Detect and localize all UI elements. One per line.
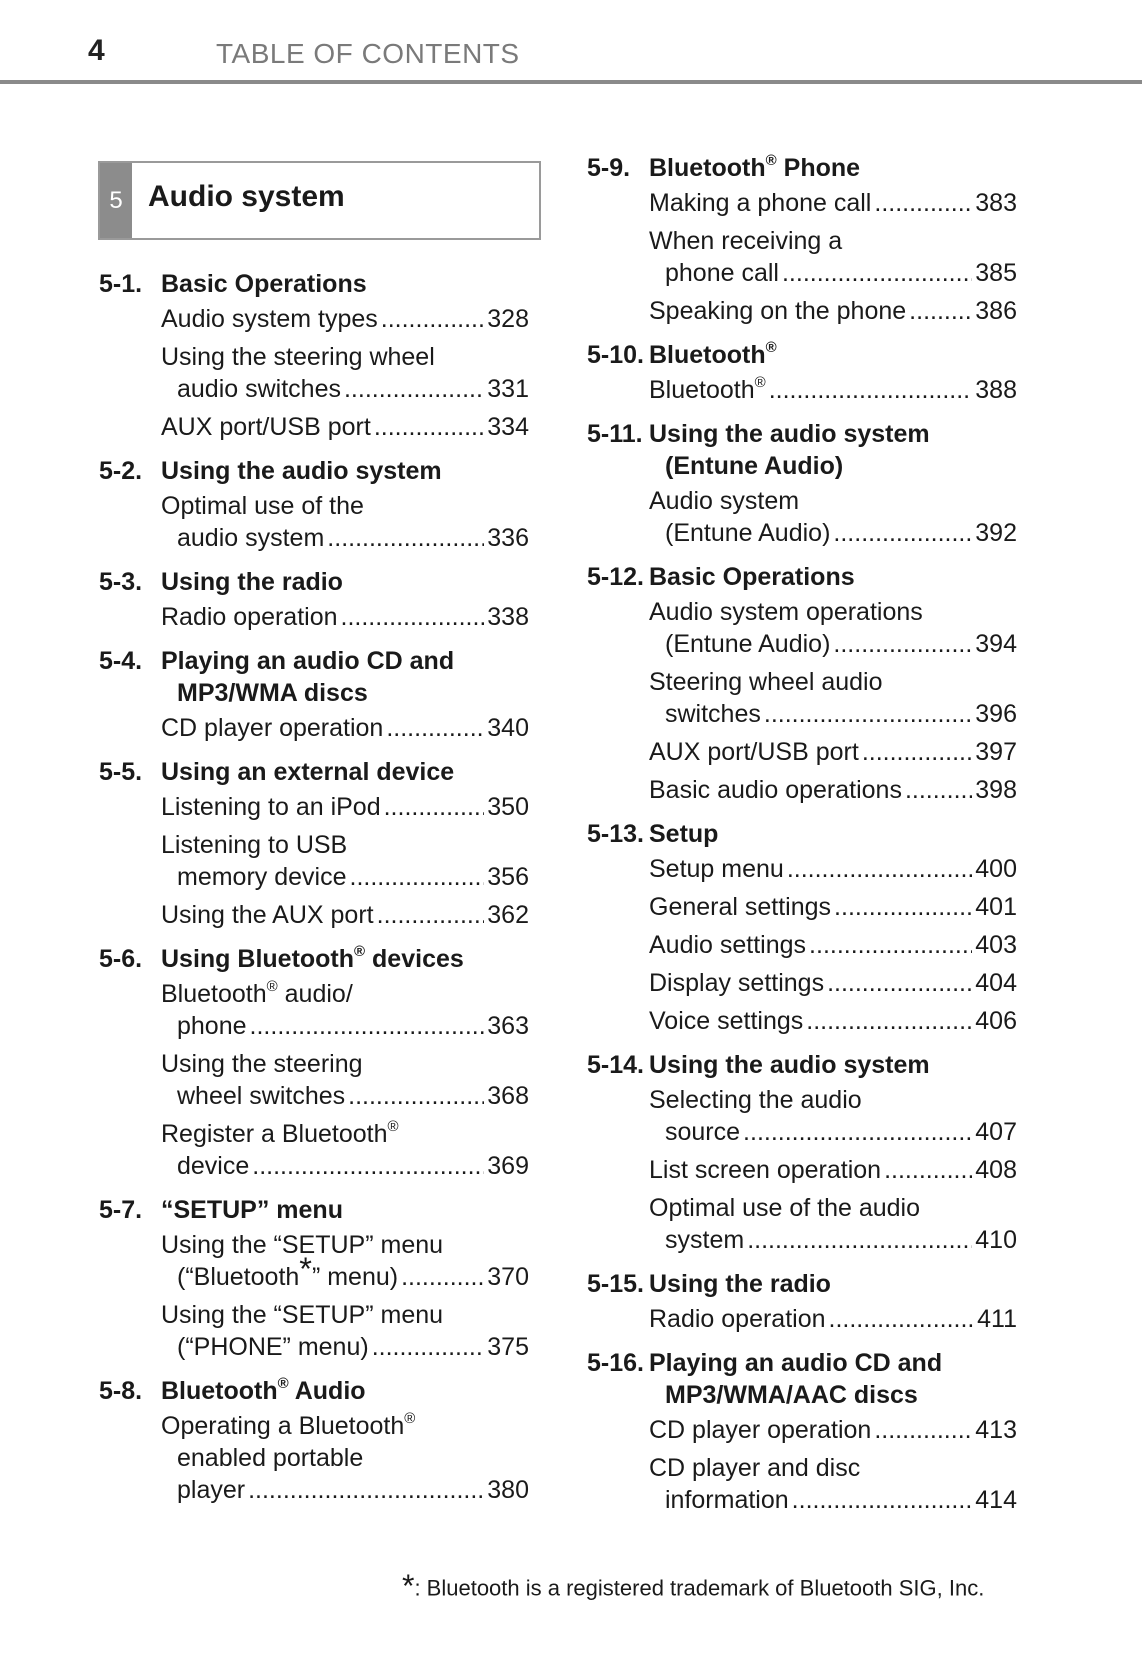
leader-dots: [384, 791, 485, 823]
section-number: 5-9.: [587, 154, 631, 182]
leader-dots: [377, 899, 485, 931]
entry-text: Audio settings: [649, 931, 807, 959]
entry-page-number: 340: [487, 714, 529, 742]
entry-text: Basic audio operations: [649, 776, 902, 804]
page-number: 4: [88, 34, 105, 67]
entry-text: General settings: [649, 893, 832, 921]
entry-text: Speaking on the phone: [649, 297, 907, 325]
entry-text: Selecting the audio: [649, 1086, 862, 1114]
entry-text: switches: [665, 700, 761, 728]
section-title: Using an external device: [161, 758, 455, 786]
section-title: Basic Operations: [161, 270, 367, 298]
toc-entry[interactable]: [587, 485, 1017, 549]
toc-entry[interactable]: [587, 187, 1017, 219]
entry-text: Using the AUX port: [161, 901, 374, 929]
entry-page-number: 331: [487, 375, 529, 403]
toc-entry[interactable]: [99, 411, 529, 443]
toc-entry[interactable]: [587, 774, 1017, 806]
entry-page-number: 403: [975, 931, 1017, 959]
entry-text: Bluetooth® audio/: [161, 977, 353, 1008]
toc-entry[interactable]: [99, 712, 529, 744]
section-heading[interactable]: [99, 937, 529, 978]
toc-entry[interactable]: [587, 1192, 1017, 1256]
leader-dots: [782, 257, 972, 289]
section-heading[interactable]: [99, 449, 529, 490]
entry-page-number: 375: [487, 1333, 529, 1361]
entry-text: system: [665, 1226, 745, 1254]
entry-page-number: 406: [975, 1007, 1017, 1035]
toc-section: [99, 937, 529, 1182]
toc-entry[interactable]: [587, 596, 1017, 660]
section-heading[interactable]: [99, 262, 529, 303]
leader-dots: [874, 1414, 972, 1446]
toc-entry[interactable]: [587, 853, 1017, 885]
toc-column-right: [587, 146, 1017, 1522]
toc-entry[interactable]: [99, 1048, 529, 1112]
section-heading[interactable]: [99, 750, 529, 791]
section-number: 5-3.: [99, 568, 143, 596]
leader-dots: [250, 1010, 485, 1042]
section-number: 5-4.: [99, 647, 143, 675]
entry-text: Using the steering wheel: [161, 343, 435, 371]
section-heading[interactable]: [587, 333, 1017, 374]
section-number: 5-2.: [99, 457, 143, 485]
leader-dots: [905, 774, 972, 806]
entry-text: Steering wheel audio: [649, 668, 883, 696]
entry-page-number: 368: [487, 1082, 529, 1110]
toc-entry[interactable]: [99, 978, 529, 1042]
leader-dots: [386, 712, 484, 744]
toc-section: [99, 639, 529, 744]
section-heading[interactable]: [587, 1262, 1017, 1303]
toc-entry[interactable]: [99, 1118, 529, 1182]
toc-entry[interactable]: [587, 666, 1017, 730]
section-number: 5-16.: [587, 1349, 644, 1377]
section-title: Bluetooth® Audio: [161, 1374, 366, 1405]
footnote: [402, 1568, 984, 1605]
entry-text: Optimal use of the audio: [649, 1194, 920, 1222]
toc-section: [587, 1043, 1017, 1256]
toc-entry[interactable]: [587, 1452, 1017, 1516]
toc-entry[interactable]: [587, 736, 1017, 768]
chapter-number: 5: [100, 163, 132, 238]
entry-text: player: [177, 1476, 246, 1504]
leader-dots: [341, 601, 485, 633]
toc-entry[interactable]: [99, 829, 529, 893]
entry-page-number: 407: [975, 1118, 1017, 1146]
entry-page-number: 362: [487, 901, 529, 929]
entry-text: Operating a Bluetooth®: [161, 1409, 416, 1440]
entry-text: device: [177, 1152, 250, 1180]
toc-entry[interactable]: [587, 225, 1017, 289]
section-title: Bluetooth® Phone: [649, 151, 861, 182]
entry-text: enabled portable: [177, 1444, 364, 1472]
section-number: 5-8.: [99, 1377, 143, 1405]
section-title: Bluetooth®: [649, 338, 777, 369]
toc-entry[interactable]: [587, 374, 1017, 406]
entry-text: Register a Bluetooth®: [161, 1117, 399, 1148]
entry-text: memory device: [177, 863, 347, 891]
section-heading[interactable]: [587, 1043, 1017, 1084]
toc-entry[interactable]: [587, 1084, 1017, 1148]
section-heading[interactable]: [99, 560, 529, 601]
toc-entry[interactable]: [99, 791, 529, 823]
entry-text: Display settings: [649, 969, 825, 997]
section-heading[interactable]: [587, 412, 1017, 485]
section-heading[interactable]: [587, 146, 1017, 187]
entry-text: AUX port/USB port: [161, 413, 371, 441]
leader-dots: [909, 295, 972, 327]
entry-text: wheel switches: [177, 1082, 346, 1110]
leader-dots: [862, 736, 972, 768]
toc-section: [99, 262, 529, 443]
entry-text: Making a phone call: [649, 189, 872, 217]
toc-entry[interactable]: [99, 303, 529, 335]
entry-text: Optimal use of the: [161, 492, 364, 520]
entry-text: Using the steering: [161, 1050, 363, 1078]
section-number: 5-1.: [99, 270, 143, 298]
section-title: Using the audio system: [161, 457, 442, 485]
entry-page-number: 401: [975, 893, 1017, 921]
entry-text: Audio system types: [161, 305, 378, 333]
entry-page-number: 392: [975, 519, 1017, 547]
toc-entry[interactable]: [99, 1410, 529, 1506]
entry-page-number: 369: [487, 1152, 529, 1180]
leader-dots: [806, 1005, 972, 1037]
section-number: 5-14.: [587, 1051, 644, 1079]
entry-page-number: 370: [487, 1263, 529, 1291]
leader-dots: [884, 1154, 972, 1186]
toc-column-left: [99, 262, 529, 1512]
entry-text: Bluetooth®: [649, 373, 766, 404]
entry-page-number: 350: [487, 793, 529, 821]
entry-page-number: 396: [975, 700, 1017, 728]
entry-text: Audio system operations: [649, 598, 923, 626]
entry-page-number: 411: [977, 1305, 1017, 1333]
entry-text: phone: [177, 1012, 247, 1040]
entry-text: phone call: [665, 259, 779, 287]
entry-text: (Entune Audio): [665, 519, 831, 547]
section-heading[interactable]: [99, 1188, 529, 1229]
toc-section: [587, 1341, 1017, 1516]
leader-dots: [401, 1261, 484, 1293]
toc-entry[interactable]: [99, 899, 529, 931]
entry-page-number: 356: [487, 863, 529, 891]
section-heading[interactable]: [587, 555, 1017, 596]
section-title: Using the radio: [161, 568, 343, 596]
entry-page-number: 410: [975, 1226, 1017, 1254]
toc-section: [587, 812, 1017, 1037]
entry-text: Using the “SETUP” menu: [161, 1301, 444, 1329]
entry-page-number: 397: [975, 738, 1017, 766]
entry-text: Using the “SETUP” menu: [161, 1231, 444, 1259]
section-number: 5-13.: [587, 820, 644, 848]
section-title: Using the radio: [649, 1270, 831, 1298]
leader-dots: [350, 861, 485, 893]
footnote-text: : Bluetooth is a registered trademark of Bluetooth SIG, Inc.: [414, 1575, 985, 1601]
section-number: 5-10.: [587, 341, 644, 369]
section-heading[interactable]: [587, 1341, 1017, 1414]
entry-page-number: 388: [975, 376, 1017, 404]
section-number: 5-15.: [587, 1270, 644, 1298]
section-number: 5-6.: [99, 945, 143, 973]
entry-page-number: 394: [975, 630, 1017, 658]
section-title: Playing an audio CD and MP3/WMA discs: [161, 647, 455, 707]
entry-page-number: 383: [975, 189, 1017, 217]
section-title: Using the audio system (Entune Audio): [649, 420, 930, 480]
toc-entry[interactable]: [587, 891, 1017, 923]
leader-dots: [252, 1150, 484, 1182]
toc-section: [99, 1369, 529, 1506]
entry-page-number: 336: [487, 524, 529, 552]
entry-text: audio switches: [177, 375, 341, 403]
leader-dots: [327, 522, 484, 554]
entry-page-number: 380: [487, 1476, 529, 1504]
leader-dots: [344, 373, 484, 405]
entry-text: (“Bluetooth*” menu): [177, 1251, 399, 1291]
toc-entry[interactable]: [587, 1005, 1017, 1037]
toc-entry[interactable]: [587, 1414, 1017, 1446]
toc-entry[interactable]: [587, 967, 1017, 999]
leader-dots: [809, 929, 972, 961]
entry-page-number: 338: [487, 603, 529, 631]
entry-text: (“PHONE” menu): [177, 1333, 369, 1361]
toc-entry[interactable]: [99, 341, 529, 405]
entry-text: Listening to USB: [161, 831, 348, 859]
leader-dots: [833, 517, 972, 549]
chapter-title: Audio system: [148, 180, 345, 213]
entry-page-number: 414: [975, 1486, 1017, 1514]
section-title: Basic Operations: [649, 563, 855, 591]
leader-dots: [743, 1116, 972, 1148]
entry-text: Radio operation: [649, 1305, 826, 1333]
leader-dots: [792, 1484, 973, 1516]
page-header: [0, 0, 1142, 84]
section-title: Using Bluetooth® devices: [161, 942, 464, 973]
section-heading[interactable]: [99, 639, 529, 712]
leader-dots: [747, 1224, 972, 1256]
entry-text: Setup menu: [649, 855, 784, 883]
section-title: “SETUP” menu: [161, 1196, 343, 1224]
toc-entry[interactable]: [99, 1229, 529, 1293]
toc-section: [587, 333, 1017, 406]
toc-section: [587, 555, 1017, 806]
entry-text: Audio system: [649, 487, 800, 515]
entry-text: information: [665, 1486, 789, 1514]
section-title: Setup: [649, 820, 719, 848]
entry-page-number: 408: [975, 1156, 1017, 1184]
toc-section: [587, 1262, 1017, 1335]
entry-page-number: 363: [487, 1012, 529, 1040]
toc-entry[interactable]: [99, 490, 529, 554]
leader-dots: [374, 411, 484, 443]
leader-dots: [874, 187, 972, 219]
toc-section: [587, 146, 1017, 327]
chapter-heading: [98, 161, 541, 240]
entry-text: List screen operation: [649, 1156, 882, 1184]
leader-dots: [834, 891, 972, 923]
toc-entry[interactable]: [587, 1154, 1017, 1186]
entry-text: source: [665, 1118, 741, 1146]
toc-section: [99, 750, 529, 931]
entry-text: audio system: [177, 524, 325, 552]
leader-dots: [827, 967, 972, 999]
section-heading[interactable]: [587, 812, 1017, 853]
leader-dots: [372, 1331, 485, 1363]
entry-page-number: 334: [487, 413, 529, 441]
section-heading[interactable]: [99, 1369, 529, 1410]
section-number: 5-5.: [99, 758, 143, 786]
leader-dots: [833, 628, 972, 660]
entry-text: When receiving a: [649, 227, 843, 255]
entry-page-number: 413: [975, 1416, 1017, 1444]
entry-text: (Entune Audio): [665, 630, 831, 658]
toc-entry[interactable]: [587, 1303, 1017, 1335]
entry-text: CD player operation: [649, 1416, 872, 1444]
section-number: 5-12.: [587, 563, 644, 591]
section-title: Using the audio system: [649, 1051, 930, 1079]
leader-dots: [381, 303, 485, 335]
entry-page-number: 386: [975, 297, 1017, 325]
section-title: Playing an audio CD and MP3/WMA/AAC discs: [649, 1349, 943, 1409]
toc-section: [587, 412, 1017, 549]
section-number: 5-7.: [99, 1196, 143, 1224]
toc-section: [99, 1188, 529, 1363]
entry-page-number: 404: [975, 969, 1017, 997]
leader-dots: [769, 374, 973, 406]
leader-dots: [248, 1474, 484, 1506]
toc-section: [99, 560, 529, 633]
entry-text: AUX port/USB port: [649, 738, 859, 766]
header-title: TABLE OF CONTENTS: [216, 38, 520, 69]
entry-page-number: 398: [975, 776, 1017, 804]
leader-dots: [348, 1080, 484, 1112]
leader-dots: [829, 1303, 975, 1335]
section-number: 5-11.: [587, 420, 643, 448]
footnote-marker: *: [402, 1568, 415, 1604]
entry-text: Listening to an iPod: [161, 793, 381, 821]
entry-text: CD player and disc: [649, 1454, 861, 1482]
entry-text: CD player operation: [161, 714, 384, 742]
toc-section: [99, 449, 529, 554]
entry-page-number: 400: [975, 855, 1017, 883]
entry-page-number: 328: [487, 305, 529, 333]
toc-entry[interactable]: [587, 929, 1017, 961]
entry-text: Voice settings: [649, 1007, 804, 1035]
toc-entry[interactable]: [587, 295, 1017, 327]
entry-page-number: 385: [975, 259, 1017, 287]
toc-entry[interactable]: [99, 1299, 529, 1363]
leader-dots: [764, 698, 972, 730]
leader-dots: [787, 853, 972, 885]
toc-entry[interactable]: [99, 601, 529, 633]
entry-text: Radio operation: [161, 603, 338, 631]
